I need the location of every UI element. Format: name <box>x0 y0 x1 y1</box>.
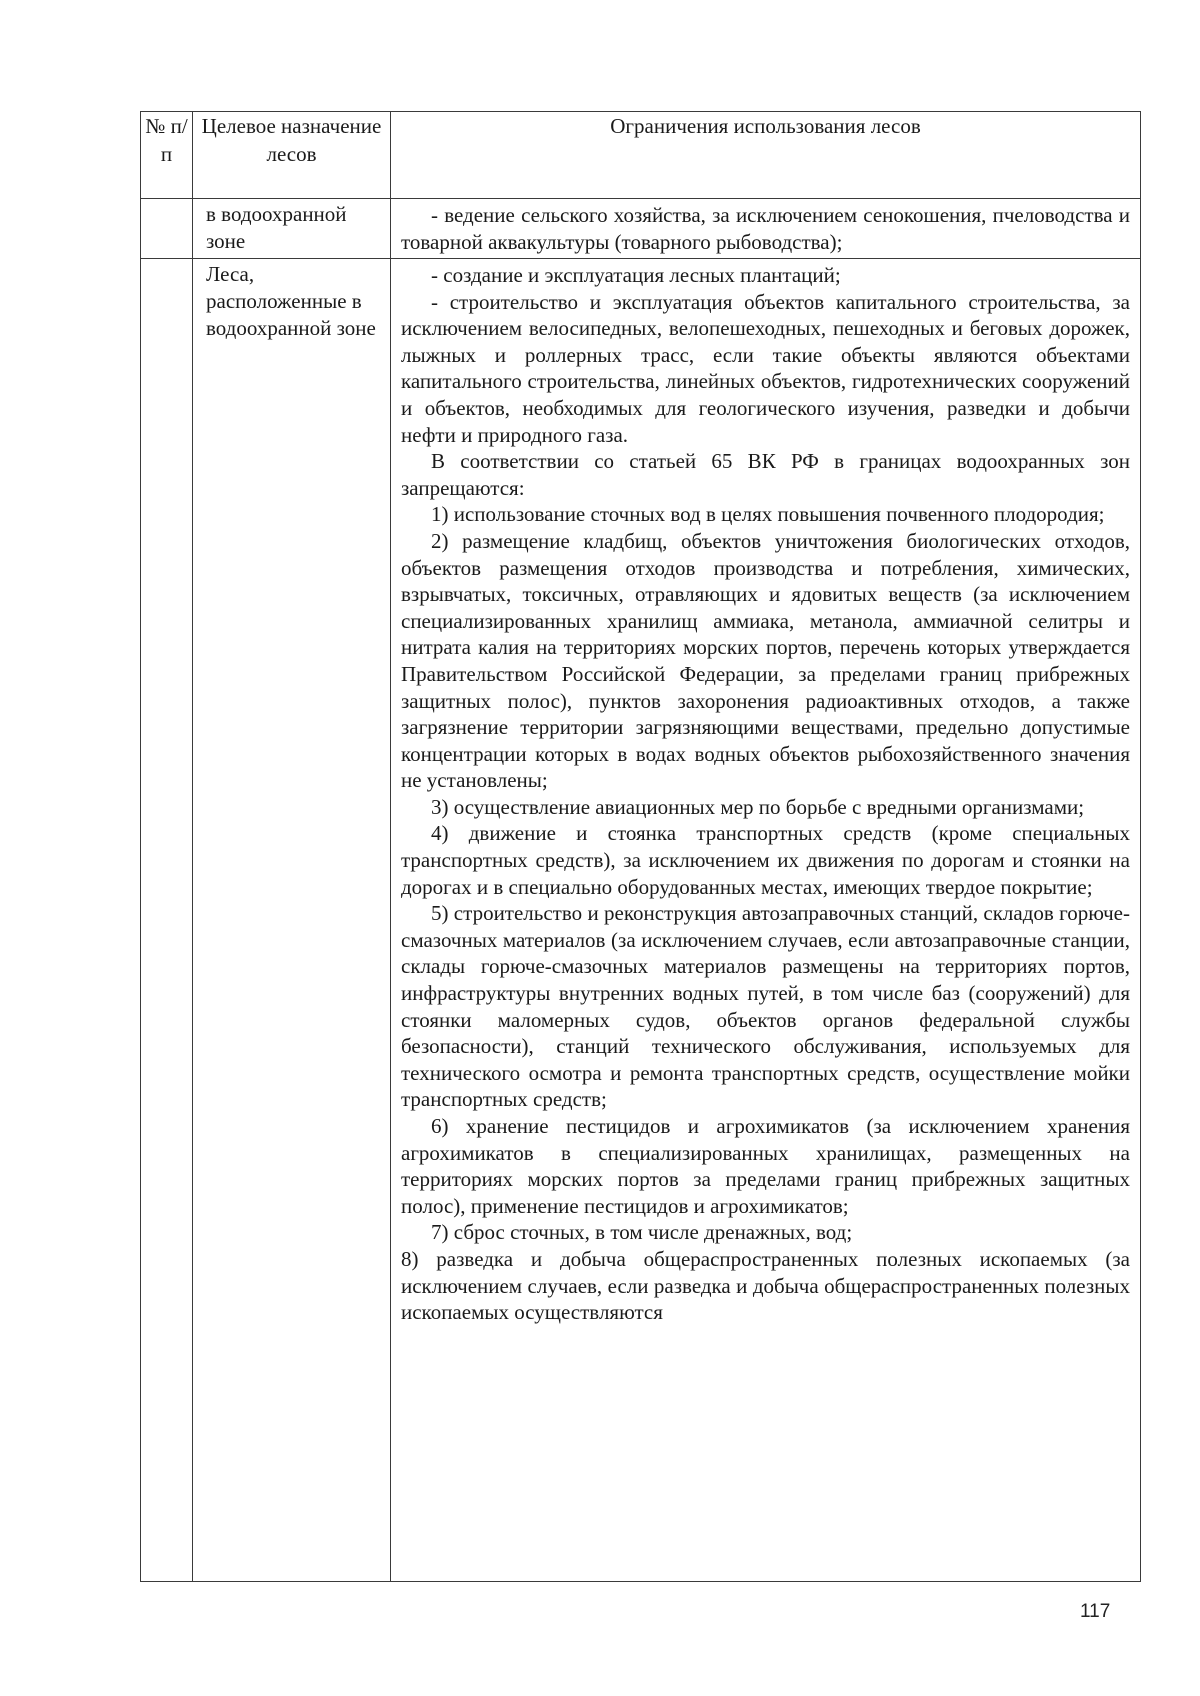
table-row <box>141 259 1141 1582</box>
restriction-paragraph: 3) осуществление авиационных мер по борьбе с вредными организмами; <box>431 794 1085 819</box>
row-number <box>141 199 193 259</box>
row-restrictions <box>391 259 1141 1582</box>
table-header-row <box>141 112 1141 199</box>
restriction-paragraph: - ведение сельского хозяйства, за исключением сенокошения, пчеловодства и товарной аквакультуры (товарного рыбоводства); <box>401 203 1130 254</box>
table-row <box>141 199 1141 259</box>
header-purpose: Целевое назначение лесов <box>193 112 391 199</box>
restriction-paragraph: 8) разведка и добыча общераспространенных полезных ископаемых (за исключением случаев, если разведка и добыча общераспространенных полезных ископаемых осуществляются <box>401 1246 1130 1325</box>
restriction-paragraph: 5) строительство и реконструкция автозаправочных станций, складов горюче-смазочных материалов (за исключением случаев, если автозаправочные станции, склады горюче-смазочных материалов размещены на территориях портов, инфраструктуры внутренних водных путей, в том числе баз (сооружений) для стоянки маломерных судов, объектов органов федеральной службы безопасности), станций технического обслуживания, используемых для технического осмотра и ремонта транспортных средств, осуществление мойки транспортных средств; <box>401 901 1130 1112</box>
row-purpose: в водоохранной зоне <box>193 199 391 259</box>
page-number: 117 <box>1080 1601 1111 1622</box>
restriction-paragraph: - строительство и эксплуатация объектов капитального строительства, за исключением велосипедных, велопешеходных, пешеходных и беговых дорожек, лыжных и роллерных трасс, если такие объекты являются объектами капитального строительства, линейных объектов, гидротехнических сооружений и объектов, необходимых для геологического изучения, разведки и добычи нефти и природного газа. <box>401 289 1130 447</box>
row-number <box>141 259 193 1582</box>
restriction-paragraph: 4) движение и стоянка транспортных средств (кроме специальных транспортных средств), за исключением их движения по дорогам и стоянки на дорогах и в специально оборудованных местах, имеющих твердое покрытие; <box>401 821 1130 899</box>
header-restrictions: Ограничения использования лесов <box>391 112 1141 199</box>
restrictions-table <box>140 111 1141 1582</box>
header-number: № п/п <box>141 112 193 199</box>
row-restrictions <box>391 199 1141 259</box>
restriction-paragraph: - создание и эксплуатация лесных плантаций; <box>431 263 841 287</box>
restriction-paragraph: 6) хранение пестицидов и агрохимикатов (за исключением хранения агрохимикатов в специализированных хранилищах, размещенных на территориях морских портов за пределами границ прибрежных защитных полос), применение пестицидов и агрохимикатов; <box>401 1114 1130 1218</box>
restriction-paragraph: 7) сброс сточных, в том числе дренажных, вод; <box>431 1220 853 1245</box>
restriction-paragraph: 2) размещение кладбищ, объектов уничтожения биологических отходов, объектов размещения отходов производства и потребления, химических, взрывчатых, токсичных, отравляющих и ядовитых веществ (за исключением специализированных хранилищ аммиака, метанола, аммиачной селитры и нитрата калия на территориях морских портов, перечень которых утверждается Правительством Российской Федерации, за пределами границ прибрежных защитных полос), пунктов захоронения радиоактивных отходов, а также загрязнение территории загрязняющими веществами, предельно допустимые концентрации которых в водах водных объектов рыбохозяйственного значения не установлены; <box>401 528 1130 793</box>
restriction-paragraph: 1) использование сточных вод в целях повышения почвенного плодородия; <box>431 502 1105 527</box>
restriction-paragraph: В соответствии со статьей 65 ВК РФ в границах водоохранных зон запрещаются: <box>401 449 1130 500</box>
row-purpose: Леса, расположенные в водоохранной зоне <box>193 259 391 1582</box>
